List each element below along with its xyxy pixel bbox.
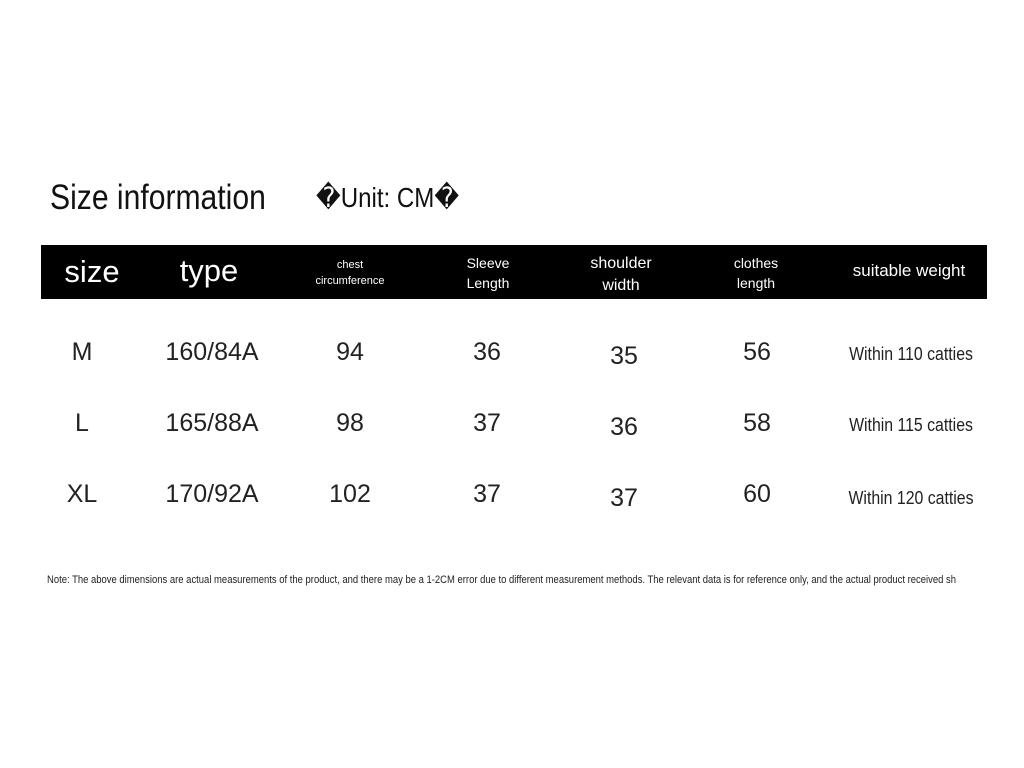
header-type: type xyxy=(179,253,239,288)
cell-type: 170/92A xyxy=(165,480,259,508)
cell-chest: 102 xyxy=(329,480,371,508)
table-row xyxy=(0,474,1024,514)
header-shoulder-line1: shoulder xyxy=(590,255,652,272)
table-row xyxy=(0,332,1024,372)
cell-size: M xyxy=(71,338,93,366)
unit-label: �Unit: CM� xyxy=(316,182,460,213)
cell-shoulder: 35 xyxy=(610,342,638,370)
header-chest-line2: circumference xyxy=(315,275,385,287)
header-sleeve xyxy=(467,253,510,293)
table-row xyxy=(0,403,1024,443)
header-clothes xyxy=(734,253,778,293)
cell-chest: 98 xyxy=(336,409,364,437)
cell-clothes: 58 xyxy=(743,409,771,437)
cell-clothes: 56 xyxy=(743,338,771,366)
table-header xyxy=(41,245,987,299)
cell-type: 165/88A xyxy=(165,409,259,437)
header-chest xyxy=(315,257,384,289)
footnote: Note: The above dimensions are actual measurements of the product, and there may be a 1-2CM error due to different measurement methods. The relevant data is for reference only, and the actual product received sh xyxy=(47,574,957,586)
cell-size: L xyxy=(75,409,89,437)
cell-type: 160/84A xyxy=(165,338,259,366)
header-size: size xyxy=(64,254,120,289)
header-clothes-line1: clothes xyxy=(733,255,779,271)
header-sleeve-line1: Sleeve xyxy=(466,255,510,271)
header-shoulder xyxy=(590,253,651,297)
header-shoulder-line2: width xyxy=(602,277,640,294)
header-chest-line1: chest xyxy=(336,259,364,271)
cell-sleeve: 37 xyxy=(473,480,501,508)
cell-size: XL xyxy=(66,480,98,508)
cell-weight: Within 115 catties xyxy=(849,415,973,435)
cell-shoulder: 37 xyxy=(610,484,638,512)
cell-chest: 94 xyxy=(336,338,364,366)
cell-weight: Within 110 catties xyxy=(849,344,973,364)
cell-shoulder: 36 xyxy=(610,413,638,441)
page-title: Size information xyxy=(50,178,266,217)
cell-sleeve: 37 xyxy=(473,409,501,437)
cell-sleeve: 36 xyxy=(473,338,501,366)
cell-weight: Within 120 catties xyxy=(848,488,974,508)
cell-clothes: 60 xyxy=(743,480,771,508)
header-clothes-line2: length xyxy=(736,275,776,291)
header-sleeve-line2: Length xyxy=(466,275,510,291)
header-weight: suitable weight xyxy=(852,261,966,280)
